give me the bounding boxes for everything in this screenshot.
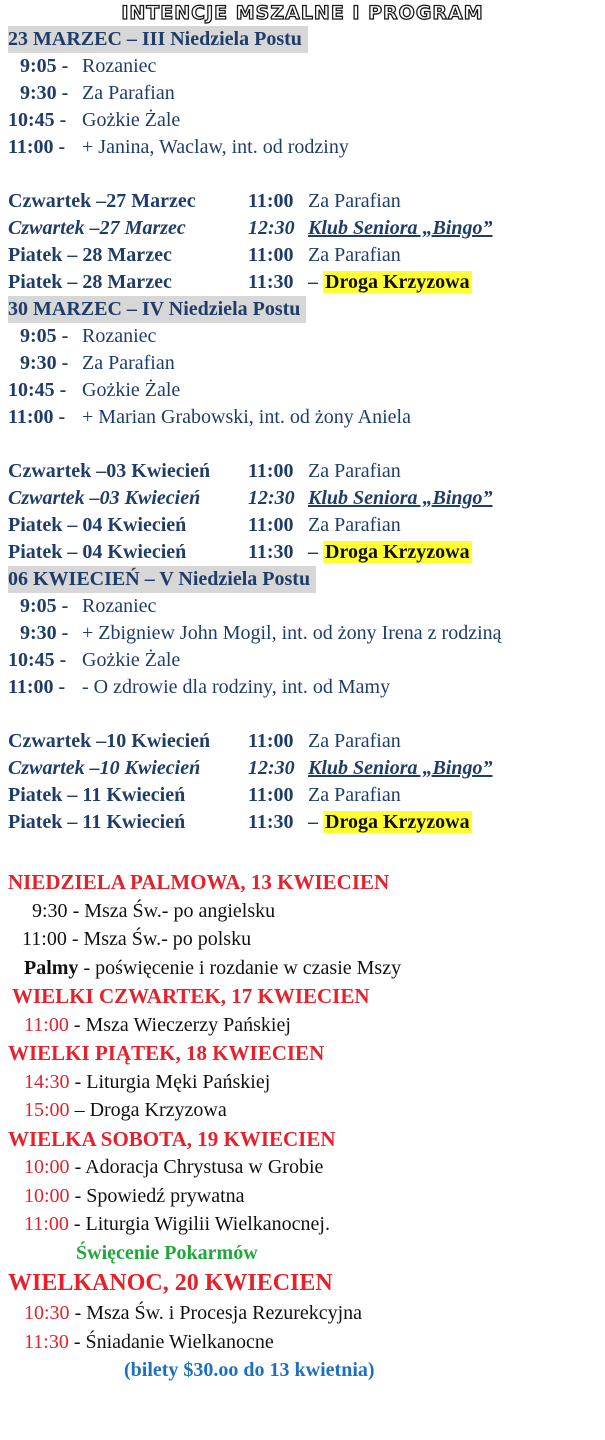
palm-sunday-header: NIEDZIELA PALMOWA, 13 KWIECIEN [8, 870, 390, 894]
holy-week-section [0, 868, 605, 1385]
mass-row: 9:30 - Za Parafian [20, 352, 175, 374]
food-blessing-note: Święcenie Pokarmów [76, 1241, 258, 1264]
mass-row: 9:30 - + Zbigniew John Mogil, int. od żony Irena z rodziną [20, 622, 502, 644]
sunday-header-2: 30 MARZEC – IV Niedziela Postu [0, 296, 605, 323]
weekday-row-stations: Piatek – 28 Marzec 11:30 – Droga Krzyzowa [8, 271, 470, 293]
weekday-row-bingo: Czwartek –27 Marzec 12:30 Klub Seniora „Bingo” [8, 217, 493, 239]
weekday-row-bingo: Czwartek –03 Kwiecień 12:30 Klub Seniora „Bingo” [8, 487, 493, 509]
schedule-item: 14:30 - Liturgia Męki Pańskiej [24, 1070, 271, 1093]
schedule-item: 9:30 - Msza Św.- po angielsku [32, 899, 276, 922]
sunday-header-3: 06 KWIECIEŃ – V Niedziela Postu [0, 566, 605, 593]
weekday-row: Czwartek –03 Kwiecień 11:00 Za Parafian [8, 460, 401, 482]
schedule-item: Palmy - poświęcenie i rozdanie w czasie Mszy [24, 956, 402, 979]
weekday-row: Czwartek –27 Marzec 11:00 Za Parafian [8, 190, 401, 212]
mass-row: 11:00 - + Marian Grabowski, int. od żony Aniela [8, 406, 411, 428]
good-friday-header: WIELKI PIĄTEK, 18 KWIECIEN [8, 1041, 325, 1065]
mass-row: 10:45 - Gożkie Żale [8, 379, 181, 401]
sunday-header-1: 23 MARZEC – III Niedziela Postu [0, 26, 605, 53]
holy-saturday-header: WIELKA SOBOTA, 19 KWIECIEN [8, 1126, 336, 1151]
weekday-row-bingo: Czwartek –10 Kwiecień 12:30 Klub Seniora „Bingo” [8, 757, 493, 779]
mass-row: 9:05 - Rozaniec [20, 595, 157, 617]
weekday-row: Piatek – 28 Marzec 11:00 Za Parafian [8, 244, 401, 266]
weekday-row-stations: Piatek – 04 Kwiecień 11:30 – Droga Krzyzowa [8, 541, 470, 563]
schedule-item: 11:30 - Śniadanie Wielkanocne [24, 1330, 274, 1353]
mass-row: 9:05 - Rozaniec [20, 55, 157, 77]
mass-row: 9:05 - Rozaniec [20, 325, 157, 347]
weekday-row: Piatek – 11 Kwiecień 11:00 Za Parafian [8, 784, 401, 806]
weekday-row-stations: Piatek – 11 Kwiecień 11:30 – Droga Krzyzowa [8, 811, 470, 833]
mass-row: 11:00 - + Janina, Waclaw, int. od rodziny [8, 136, 349, 158]
schedule-item: 11:00 - Msza Wieczerzy Pańskiej [24, 1013, 291, 1036]
weekday-row: Czwartek –10 Kwiecień 11:00 Za Parafian [8, 730, 401, 752]
page-title: INTENCJE MSZALNE I PROGRAM [121, 2, 484, 24]
mass-row: 11:00 - - O zdrowie dla rodziny, int. od Mamy [8, 676, 391, 698]
holy-thursday-header: WIELKI CZWARTEK, 17 KWIECIEN [12, 984, 370, 1008]
schedule-item: 11:00 - Liturgia Wigilii Wielkanocnej. [24, 1213, 330, 1235]
ticket-note: (bilety $30.oo do 13 kwietnia) [124, 1359, 375, 1381]
mass-row: 10:45 - Gożkie Żale [8, 109, 181, 131]
easter-header: WIELKANOC, 20 KWIECIEN [8, 1270, 333, 1296]
mass-row: 9:30 - Za Parafian [20, 82, 175, 104]
schedule-item: 10:30 - Msza Św. i Procesja Rezurekcyjna [24, 1302, 363, 1324]
schedule-item: 10:00 - Adoracja Chrystusa w Grobie [24, 1156, 324, 1178]
schedule-item: 10:00 - Spowiedź prywatna [24, 1184, 245, 1207]
schedule-item: 11:00 - Msza Św.- po polsku [22, 928, 252, 950]
schedule-item: 15:00 – Droga Krzyzowa [24, 1099, 227, 1121]
weekday-row: Piatek – 04 Kwiecień 11:00 Za Parafian [8, 514, 401, 536]
mass-row: 10:45 - Gożkie Żale [8, 649, 181, 671]
